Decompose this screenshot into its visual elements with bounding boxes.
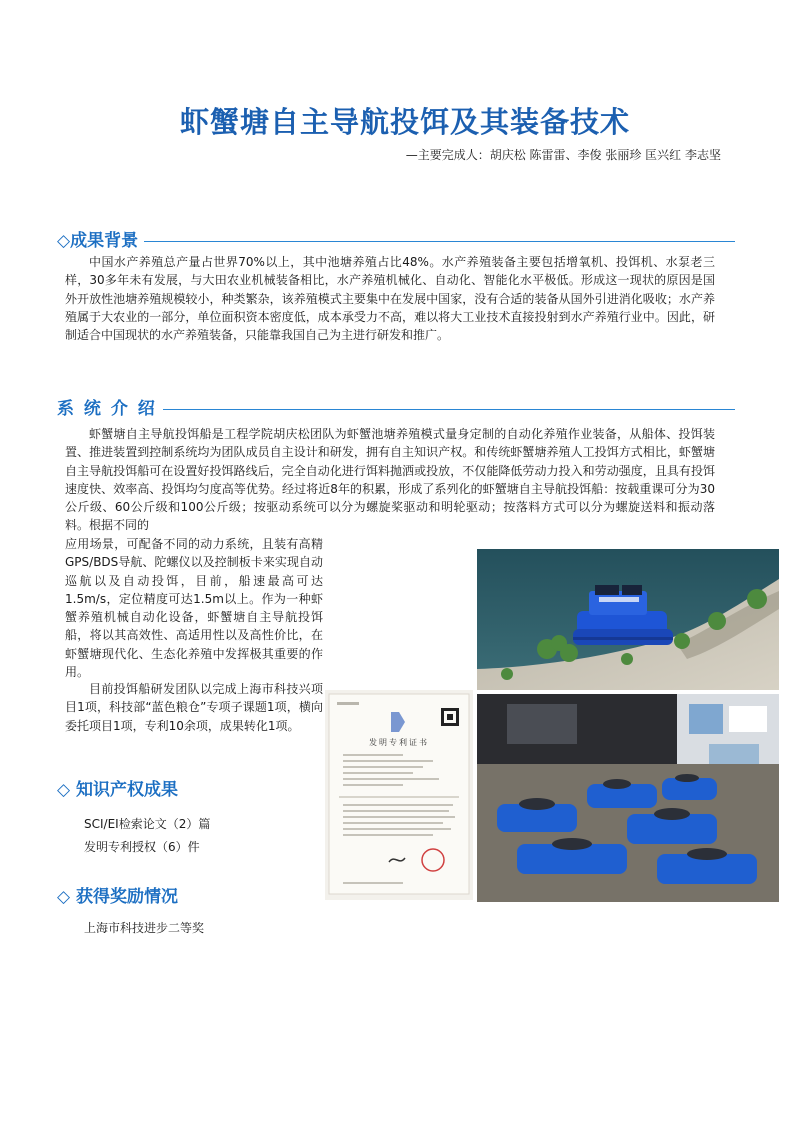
boats-exhibition-photo bbox=[477, 694, 779, 902]
section-title-background: ◇成果背景 bbox=[57, 230, 139, 251]
section-heading-ip bbox=[57, 774, 327, 800]
page-title: 虾蟹塘自主导航投饵及其装备技术 bbox=[180, 105, 631, 139]
section-rule bbox=[163, 409, 735, 410]
section-title-ip: ◇ 知识产权成果 bbox=[57, 779, 178, 800]
background-paragraph: 中国水产养殖总产量占世界70%以上，其中池塘养殖占比48%。水产养殖装备主要包括增氧机、投饵机、水泵老三样，30多年未有发展，与大田农业机械装备相比，水产养殖机械化、自动化、智能化水平极低。形成这一现状的原因是国外开放性池塘养殖规模较小，种类繁杂，该养殖模式主要集中在发展中国家，没有合适的装备从国外引进消化吸收；水产养殖属于大农业的一部分，单位面积资本密度低，成本承受力不高，难以将大工业技术直接投射到水产养殖行业中。因此，研制适合中国现状的水产养殖装备，只能靠我国自己为主进行研发和推广。 bbox=[65, 255, 715, 343]
section-rule bbox=[144, 241, 735, 242]
boat-pond-photo bbox=[477, 549, 779, 690]
section-heading-awards bbox=[57, 881, 327, 907]
award-item: 上海市科技进步二等奖 bbox=[84, 921, 205, 935]
patent-certificate-photo bbox=[325, 690, 473, 900]
certificate-title: 发明专利证书 bbox=[369, 738, 429, 747]
section-title-intro: 系 统 介 绍 bbox=[57, 398, 157, 419]
section-heading-intro bbox=[57, 393, 735, 419]
intro-paragraph: 虾蟹塘自主导航投饵船是工程学院胡庆松团队为虾蟹池塘养殖模式量身定制的自动化养殖作业装备，从船体、投饵装置、推进装置到控制系统均为团队成员自主设计和研发，拥有自主知识产权。和传统虾蟹塘养殖人工投饵方式相比，虾蟹塘自主导航投饵船可在设置好投饵路线后，完全自动化进行饵料抛洒或投放，不仅能降低劳动力投入和劳动强度，且具有投饵速度快、效率高、投饵均匀度高等优势。经过将近8年的积累，形成了系列化的虾蟹塘自主导航投饵船：按载重课可分为30公斤级、60公斤级和100公斤级；按驱动系统可以分为螺旋桨驱动和明轮驱动；按落料方式可以分为螺旋送料和振动落料。根据不同的 bbox=[65, 427, 715, 533]
ip-item: 发明专利授权（6）件 bbox=[84, 840, 200, 854]
project-paragraph: 目前投饵船研发团队以完成上海市科技兴项目1项，科技部“蓝色粮仓”专项子课题1项，横向委托项目1项，专利10余项，成果转化1项。 bbox=[65, 682, 323, 733]
authors-line: —主要完成人：胡庆松 陈雷雷、李俊 张丽珍 匡兴红 李志坚 bbox=[405, 148, 721, 162]
ip-item: SCI/EI检索论文（2）篇 bbox=[84, 817, 211, 831]
section-heading-background bbox=[57, 225, 735, 251]
intro-paragraph-side: 应用场景，可配备不同的动力系统，且装有高精GPS/BDS导航、陀螺仪以及控制板卡来实现自动巡航以及自动投饵，目前，船速最高可达1.5m/s，定位精度可达1.5m以上。作为一种虾蟹养殖机械自动化设备，虾蟹塘自主导航投饵船，将以其高效性、高适用性以及高性价比，在虾蟹塘现代化、生态化养殖中发挥极其重要的作用。 bbox=[65, 537, 323, 680]
section-title-awards: ◇ 获得奖励情况 bbox=[57, 886, 178, 907]
